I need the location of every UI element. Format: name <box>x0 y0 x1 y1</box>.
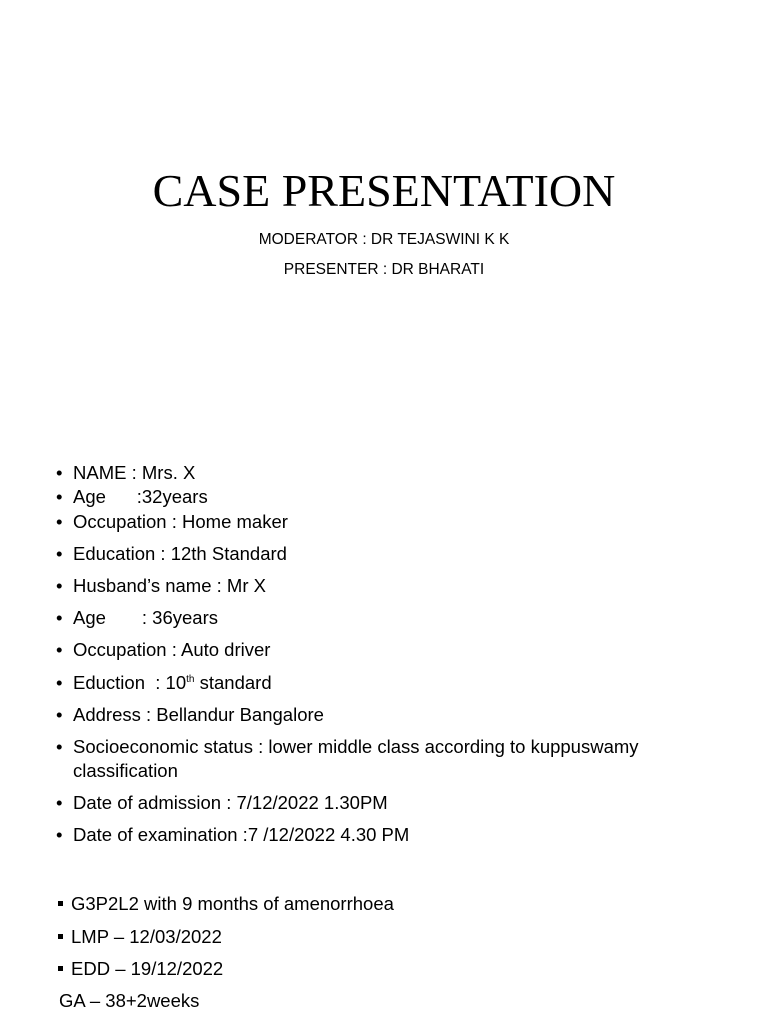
bullet: • <box>56 792 63 813</box>
list-item <box>56 510 288 534</box>
husband-education-suffix: standard <box>194 672 272 693</box>
square-bullet-icon <box>58 934 63 939</box>
list-item <box>56 638 270 662</box>
list-item <box>56 957 223 981</box>
lmp: LMP – 12/03/2022 <box>71 926 222 947</box>
gestational-age: GA – 38+2weeks <box>59 990 200 1011</box>
date-of-admission: Date of admission : 7/12/2022 1.30PM <box>73 792 388 813</box>
bullet: • <box>56 824 63 845</box>
list-item <box>56 791 388 815</box>
list-item <box>56 542 287 566</box>
husband-education <box>73 671 272 695</box>
date-of-examination: Date of examination :7 /12/2022 4.30 PM <box>73 824 410 845</box>
slide-title: CASE PRESENTATION <box>152 165 616 216</box>
husband-education-prefix: Eduction : 10 <box>73 672 187 693</box>
bullet: • <box>56 607 63 628</box>
address: Address : Bellandur Bangalore <box>73 704 324 725</box>
list-item <box>56 461 195 485</box>
square-bullet-icon <box>58 966 63 971</box>
list-item <box>56 671 272 695</box>
edd: EDD – 19/12/2022 <box>71 958 224 979</box>
bullet: • <box>56 639 63 660</box>
socioeconomic-status: Socioeconomic status : lower middle class according to kuppuswamy classification <box>73 736 639 781</box>
husband-name: Husband’s name : Mr X <box>73 575 266 596</box>
bullet: • <box>56 486 63 507</box>
list-item <box>56 823 409 847</box>
gravida-parity: G3P2L2 with 9 months of amenorrhoea <box>71 893 394 914</box>
square-bullet-icon <box>58 901 63 906</box>
list-item <box>56 703 324 727</box>
list-item <box>56 892 394 916</box>
patient-age: Age :32years <box>73 486 208 507</box>
list-item <box>56 606 218 630</box>
list-item <box>56 735 713 783</box>
moderator-line: MODERATOR : DR TEJASWINI K K <box>258 231 510 248</box>
bullet: • <box>56 575 63 596</box>
husband-age: Age : 36years <box>73 607 218 628</box>
patient-name: NAME : Mrs. X <box>73 462 196 483</box>
list-item <box>56 574 266 598</box>
list-item <box>56 925 222 949</box>
bullet: • <box>56 736 63 757</box>
bullet: • <box>56 511 63 532</box>
bullet: • <box>56 462 63 483</box>
bullet: • <box>56 672 63 693</box>
patient-occupation: Occupation : Home maker <box>73 511 288 532</box>
ordinal-suffix: th <box>186 673 195 685</box>
bullet: • <box>56 543 63 564</box>
husband-occupation: Occupation : Auto driver <box>73 639 271 660</box>
presenter-line: PRESENTER : DR BHARATI <box>283 261 485 278</box>
bullet: • <box>56 704 63 725</box>
list-item <box>56 485 208 509</box>
patient-education: Education : 12th Standard <box>73 543 287 564</box>
